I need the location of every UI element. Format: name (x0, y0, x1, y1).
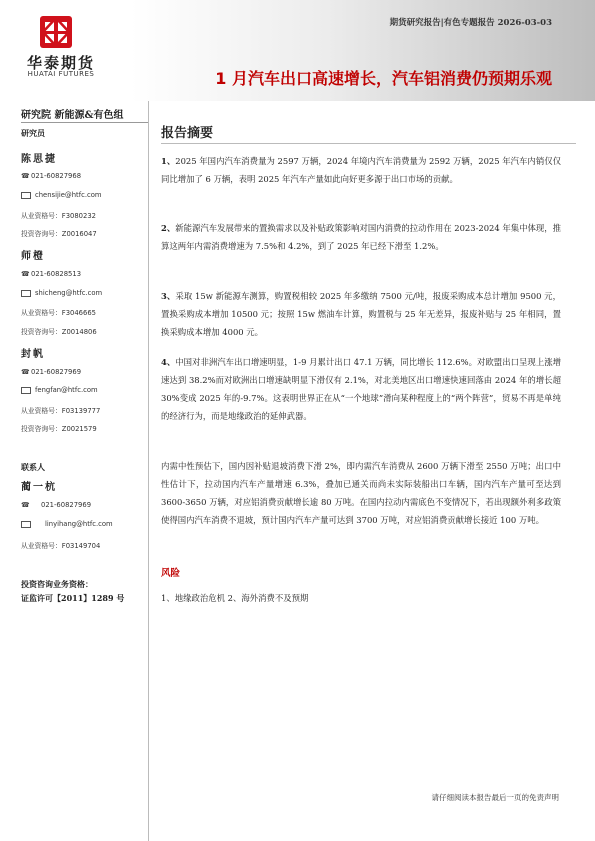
phone-icon: ☎ (21, 172, 30, 180)
divider (161, 143, 576, 144)
brand-name-en: HUATAI FUTURES (27, 70, 95, 78)
summary-paragraph-2: 2、新能源汽车发展带来的置换需求以及补贴政策影响对国内消费的拉动作用在 2023-2024 年集中体现，推算这两年内需消费增速为 7.5%和 4.2%，到了 2025 年已经下滑至 1.2%。 (161, 223, 561, 251)
summary-paragraph-3: 3、采取 15w 新能源车测算，购置税相较 2025 年多缴纳 7500 元/吨，报废采购成本总计增加 9500 元，置换采购成本增加 10500 元；按照 15w 燃油车计算，购置税与 25 年无差异，报废补贴与 25 年相同，置换采购成本增加 4000 元。 (161, 291, 562, 337)
email-icon (21, 387, 31, 394)
email-icon (21, 521, 31, 528)
phone-icon: ☎ (21, 270, 30, 278)
contact-phone: ☎ 021-60827969 (21, 501, 92, 509)
researcher-phone: ☎021-60827969 (21, 368, 82, 376)
summary-paragraph-5: 内需中性预估下，国内因补贴退坡消费下滑 2%，即内需汽车消费从 2600 万辆下滑至 2550 万吨；出口中性估计下，拉动国内汽车产量增速 6.3%，叠加已通关而尚未实际装船出口车辆，国内汽车产量可至达到 3600-3650 万辆，对应铝消费贡献增长逾 80 万吨。在国内拉动内需底色不变情况下，若出现额外利多政策使得国内汽车消费不退坡，预计国内汽车产量可达到 3700 万吨，对应铝消费贡献增长接近 100 万吨。 (161, 461, 561, 525)
report-header (0, 0, 595, 101)
huatai-logo-icon (38, 14, 74, 50)
risk-text: 1、地缘政治危机 2、海外消费不及预期 (161, 593, 309, 603)
researcher-name: 师橙 (21, 251, 45, 262)
disclaimer-note: 请仔细阅读本报告最后一页的免责声明 (431, 793, 559, 802)
report-title: 1 月汽车出口高速增长，汽车铝消费仍预期乐观 (215, 69, 552, 88)
researcher-cert: 从业资格号：F3046665 (21, 309, 96, 317)
contact-cert: 从业资格号：F03149704 (21, 542, 101, 550)
researcher-invest: 投资咨询号：Z0014806 (21, 328, 97, 336)
researcher-phone: ☎021-60827968 (21, 172, 82, 180)
researcher-email[interactable]: chensijie@htfc.com (21, 191, 102, 199)
researcher-invest: 投资咨询号：Z0016047 (21, 230, 97, 238)
license-number: 证监许可【2011】1289 号 (21, 593, 125, 603)
researcher-cert: 从业资格号：F03139777 (21, 407, 101, 415)
researcher-name: 陈思捷 (21, 154, 57, 165)
researcher-name: 封帆 (21, 349, 45, 360)
contact-email[interactable]: linyihang@htfc.com (21, 520, 113, 528)
email-icon (21, 290, 31, 297)
brand-name: 华泰期货 (26, 54, 95, 72)
researcher-invest: 投资咨询号：Z0021579 (21, 425, 97, 433)
summary-paragraph-4: 4、中国对非洲汽车出口增速明显，1-9 月累计出口 47.1 万辆，同比增长 112.6%。对欧盟出口呈现上涨增速达到 38.2%而对欧洲出口增速缺明显下滑仅有 2.1%，对北美地区出口增速快速回落由 2024 年的增长超 30%变成 2025 年的-9.7%。这表明世界正在从“一个地球”滑向某种程度上的“两个阵营”，贸易不再是单纯的经济行为，而是地缘政治的延伸武器。 (161, 357, 562, 421)
researcher-section-label: 研究员 (21, 128, 45, 138)
contact-name: 蔺一杭 (21, 482, 57, 493)
department-label: 研究院 新能源&有色组 (21, 110, 124, 121)
researcher-cert: 从业资格号：F3080232 (21, 212, 96, 220)
license-label: 投资咨询业务资格： (21, 579, 93, 589)
researcher-email[interactable]: shicheng@htfc.com (21, 289, 102, 297)
email-icon (21, 192, 31, 199)
contact-section-label: 联系人 (21, 462, 45, 472)
phone-icon: ☎ (21, 368, 30, 376)
divider (21, 122, 148, 123)
researcher-phone: ☎021-60828513 (21, 270, 82, 278)
report-meta: 期货研究报告|有色专题报告 2026-03-03 (389, 18, 552, 28)
risk-title: 风险 (161, 568, 181, 579)
summary-title: 报告摘要 (161, 126, 214, 141)
summary-paragraph-1: 1、2025 年国内汽车消费量为 2597 万辆，2024 年境内汽车消费量为 2592 万辆，2025 年汽车内销仅仅同比增加了 6 万辆，表明 2025 年汽车产量如此向好更多源于出口市场的贡献。 (161, 156, 562, 184)
researcher-email[interactable]: fengfan@htfc.com (21, 386, 98, 394)
phone-icon: ☎ (21, 501, 30, 509)
